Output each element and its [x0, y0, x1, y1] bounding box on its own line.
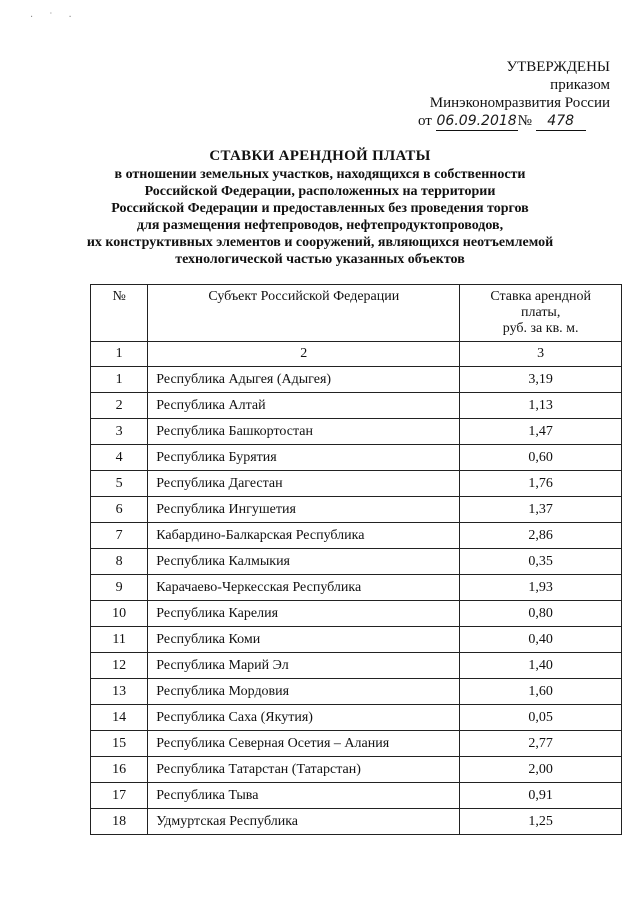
table-row — [91, 393, 622, 419]
row-rate: 2,77 — [460, 731, 622, 757]
index-cell: 2 — [148, 342, 460, 367]
row-number: 3 — [91, 419, 148, 445]
row-subject: Карачаево-Черкесская Республика — [148, 575, 460, 601]
row-subject: Республика Карелия — [148, 601, 460, 627]
table-row — [91, 653, 622, 679]
row-rate: 1,40 — [460, 653, 622, 679]
index-cell: 3 — [460, 342, 622, 367]
row-number: 11 — [91, 627, 148, 653]
table-row — [91, 471, 622, 497]
table-header-row — [91, 285, 622, 342]
document-title-block — [60, 148, 580, 268]
row-rate: 0,60 — [460, 445, 622, 471]
row-number: 4 — [91, 445, 148, 471]
scan-artifact: · ˙ · — [30, 12, 78, 23]
approval-date-row — [410, 112, 610, 131]
row-number: 12 — [91, 653, 148, 679]
approval-number: 478 — [536, 112, 586, 131]
approval-date: 06.09.2018 — [436, 113, 517, 129]
row-rate: 1,93 — [460, 575, 622, 601]
header-number: № — [91, 285, 148, 342]
row-rate: 0,80 — [460, 601, 622, 627]
row-rate: 1,76 — [460, 471, 622, 497]
subtitle-line: Российской Федерации и предоставленных без проведения торгов — [111, 201, 529, 216]
rates-table — [90, 284, 622, 835]
row-number: 16 — [91, 757, 148, 783]
row-rate: 0,40 — [460, 627, 622, 653]
header-subject: Субъект Российской Федерации — [148, 285, 460, 342]
approval-order-label: приказом — [550, 77, 610, 93]
row-number: 17 — [91, 783, 148, 809]
header-rate-line: платы, — [520, 305, 561, 320]
table-row — [91, 549, 622, 575]
subtitle-line: Российской Федерации, расположенных на территории — [144, 184, 496, 199]
row-subject: Республика Дагестан — [148, 471, 460, 497]
table-row — [91, 757, 622, 783]
table-row — [91, 419, 622, 445]
row-subject: Республика Калмыкия — [148, 549, 460, 575]
row-number: 9 — [91, 575, 148, 601]
row-subject: Республика Тыва — [148, 783, 460, 809]
column-index-row — [91, 342, 622, 367]
subtitle-line: для размещения нефтепроводов, нефтепродуктопроводов, — [136, 218, 504, 233]
row-number: 6 — [91, 497, 148, 523]
approval-title: УТВЕРЖДЕНЫ — [506, 59, 610, 75]
row-subject: Республика Саха (Якутия) — [148, 705, 460, 731]
row-subject: Удмуртская Республика — [148, 809, 460, 835]
table-row — [91, 809, 622, 835]
row-rate: 1,13 — [460, 393, 622, 419]
row-subject: Республика Бурятия — [148, 445, 460, 471]
row-rate: 1,47 — [460, 419, 622, 445]
row-rate: 2,00 — [460, 757, 622, 783]
table-row — [91, 731, 622, 757]
date-prefix: от — [418, 113, 432, 129]
table-row — [91, 783, 622, 809]
row-subject: Республика Башкортостан — [148, 419, 460, 445]
row-number: 14 — [91, 705, 148, 731]
table-row — [91, 601, 622, 627]
row-number: 2 — [91, 393, 148, 419]
table-row — [91, 445, 622, 471]
row-subject: Республика Татарстан (Татарстан) — [148, 757, 460, 783]
row-subject: Республика Марий Эл — [148, 653, 460, 679]
table-row — [91, 367, 622, 393]
row-rate: 3,19 — [460, 367, 622, 393]
row-number: 15 — [91, 731, 148, 757]
subtitle-line: технологической частью указанных объектов — [175, 252, 465, 267]
subtitle-line: в отношении земельных участков, находящихся в собственности — [114, 167, 526, 182]
table-row — [91, 523, 622, 549]
approval-ministry: Минэкономразвития России — [429, 95, 610, 111]
row-rate: 1,60 — [460, 679, 622, 705]
row-subject: Республика Коми — [148, 627, 460, 653]
header-rate — [460, 285, 622, 342]
approval-stamp — [410, 58, 610, 131]
row-subject: Республика Алтай — [148, 393, 460, 419]
header-rate-line: руб. за кв. м. — [502, 321, 579, 336]
number-prefix: № — [517, 113, 532, 129]
table-row — [91, 575, 622, 601]
row-number: 18 — [91, 809, 148, 835]
row-subject: Республика Северная Осетия – Алания — [148, 731, 460, 757]
row-rate: 0,05 — [460, 705, 622, 731]
index-cell: 1 — [91, 342, 148, 367]
row-rate: 1,25 — [460, 809, 622, 835]
row-rate: 2,86 — [460, 523, 622, 549]
row-number: 8 — [91, 549, 148, 575]
row-number: 5 — [91, 471, 148, 497]
row-number: 13 — [91, 679, 148, 705]
row-number: 1 — [91, 367, 148, 393]
row-subject: Республика Ингушетия — [148, 497, 460, 523]
row-rate: 0,91 — [460, 783, 622, 809]
table-row — [91, 705, 622, 731]
table-row — [91, 497, 622, 523]
row-number: 7 — [91, 523, 148, 549]
subtitle-line: их конструктивных элементов и сооружений, являющихся неотъемлемой — [86, 235, 554, 250]
table-row — [91, 627, 622, 653]
row-number: 10 — [91, 601, 148, 627]
document-title: СТАВКИ АРЕНДНОЙ ПЛАТЫ — [209, 148, 431, 164]
table-row — [91, 679, 622, 705]
row-rate: 1,37 — [460, 497, 622, 523]
row-rate: 0,35 — [460, 549, 622, 575]
row-subject: Республика Мордовия — [148, 679, 460, 705]
header-rate-line: Ставка арендной — [490, 289, 591, 304]
row-subject: Кабардино-Балкарская Республика — [148, 523, 460, 549]
row-subject: Республика Адыгея (Адыгея) — [148, 367, 460, 393]
